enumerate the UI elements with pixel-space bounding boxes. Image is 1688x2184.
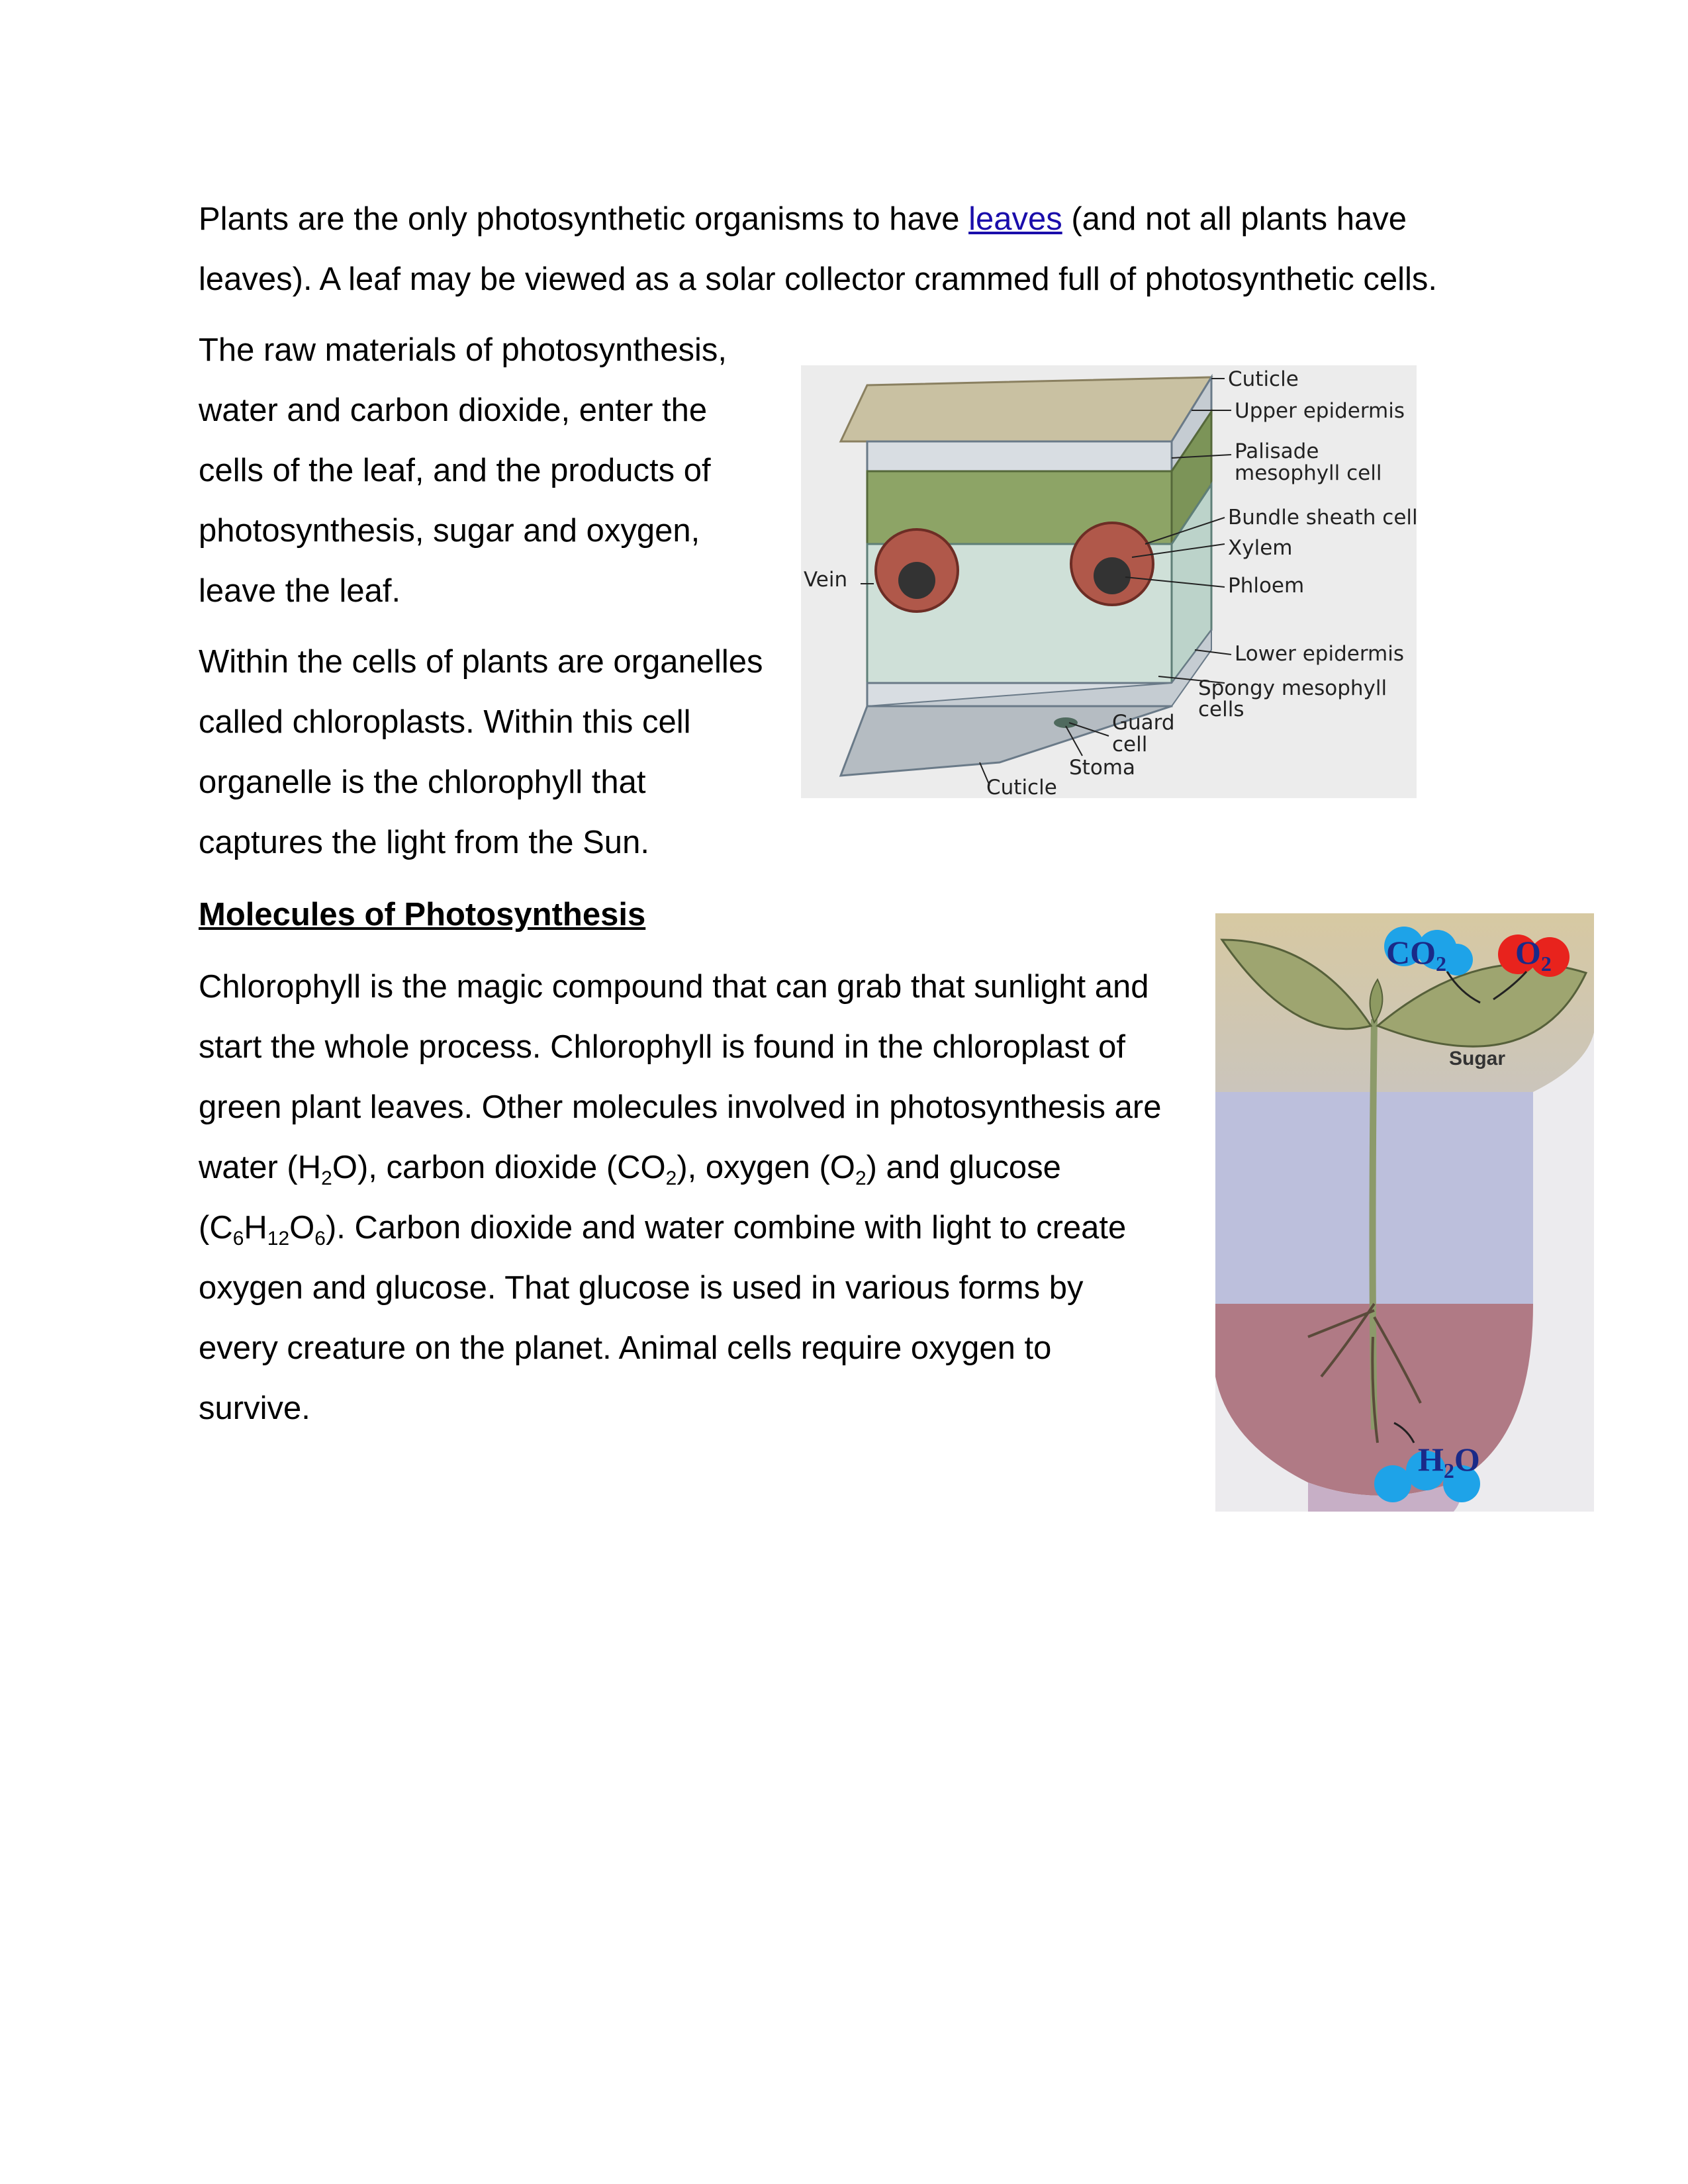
molecules-line-3: green plant leaves. Other molecules involved in photosynthesis are bbox=[199, 1089, 1162, 1125]
raw-materials-line-2: water and carbon dioxide, enter the bbox=[199, 392, 708, 428]
molecules-line-8: survive. bbox=[199, 1390, 310, 1426]
plant-illustration bbox=[1215, 913, 1594, 1512]
molecules-line-1: Chlorophyll is the magic compound that can grab that sunlight and bbox=[199, 969, 1149, 1005]
intro-line-2: leaves). A leaf may be viewed as a solar collector crammed full of photosynthetic cells. bbox=[199, 261, 1438, 297]
molecules-line-4: water $(H_2O)$, carbon dioxide $(CO_2)$, oxygen $(O_2)$ and glucose bbox=[199, 1150, 1061, 1189]
molecules-line-6: oxygen and glucose. That glucose is used in various forms by bbox=[199, 1270, 1084, 1306]
chloroplast-line-3: organelle is the chlorophyll that bbox=[199, 764, 646, 800]
o2-label: $O_2$ bbox=[1515, 934, 1552, 976]
label-bundle-sheath: Bundle sheath cell bbox=[1228, 506, 1418, 529]
sugar-label: Sugar bbox=[1449, 1048, 1506, 1069]
chloroplast-line-2: called chloroplasts. Within this cell bbox=[199, 704, 691, 740]
label-spongy-1: Spongy mesophyll bbox=[1198, 676, 1387, 700]
section-heading: Molecules of Photosynthesis bbox=[199, 897, 646, 933]
label-palisade-2: mesophyll cell bbox=[1235, 461, 1382, 485]
raw-materials-line-3: cells of the leaf, and the products of bbox=[199, 453, 711, 488]
raw-materials-line-5: leave the leaf. bbox=[199, 573, 401, 609]
molecules-line-5: $(C_6H_{12}O_6)$. Carbon dioxide and water combine with light to create bbox=[199, 1210, 1127, 1250]
label-cuticle-top: Cuticle bbox=[1228, 367, 1299, 391]
label-guard-2: cell bbox=[1112, 733, 1148, 756]
upper-epidermis-layer bbox=[867, 441, 1172, 471]
molecules-line-2: start the whole process. Chlorophyll is found in the chloroplast of bbox=[199, 1029, 1125, 1065]
label-spongy-2: cells bbox=[1198, 698, 1244, 721]
raw-materials-line-1: The raw materials of photosynthesis, bbox=[199, 332, 727, 368]
leaf-cross-section-illustration bbox=[801, 365, 1417, 798]
label-xylem: Xylem bbox=[1228, 536, 1293, 560]
h2o-label: $H_2O$ bbox=[1418, 1441, 1480, 1482]
plant-figure bbox=[1215, 913, 1594, 1512]
leaf-top-surface bbox=[841, 377, 1211, 441]
leaf-cross-section-figure bbox=[801, 365, 1417, 798]
label-stoma: Stoma bbox=[1069, 756, 1135, 780]
intro-line-1 bbox=[199, 189, 1407, 250]
label-guard-1: Guard bbox=[1112, 711, 1175, 735]
label-lower-epidermis: Lower epidermis bbox=[1235, 642, 1404, 666]
label-upper-epidermis: Upper epidermis bbox=[1235, 399, 1405, 423]
label-vein: Vein bbox=[804, 568, 848, 592]
label-phloem: Phloem bbox=[1228, 574, 1305, 598]
chloroplast-line-4: captures the light from the Sun. bbox=[199, 825, 649, 860]
intro-text: Plants are the only photosynthetic organisms to have bbox=[199, 201, 969, 237]
label-cuticle-bottom: Cuticle bbox=[986, 776, 1057, 799]
label-palisade-1: Palisade bbox=[1235, 439, 1319, 463]
co2-label: $CO_2$ bbox=[1386, 934, 1446, 976]
chloroplast-line-1: Within the cells of plants are organelles bbox=[199, 644, 763, 680]
intro-text-2: (and not all plants have bbox=[1062, 201, 1407, 237]
raw-materials-line-4: photosynthesis, sugar and oxygen, bbox=[199, 513, 700, 549]
molecules-line-7: every creature on the planet. Animal cells require oxygen to bbox=[199, 1330, 1052, 1366]
leaves-link[interactable]: leaves bbox=[968, 201, 1062, 237]
